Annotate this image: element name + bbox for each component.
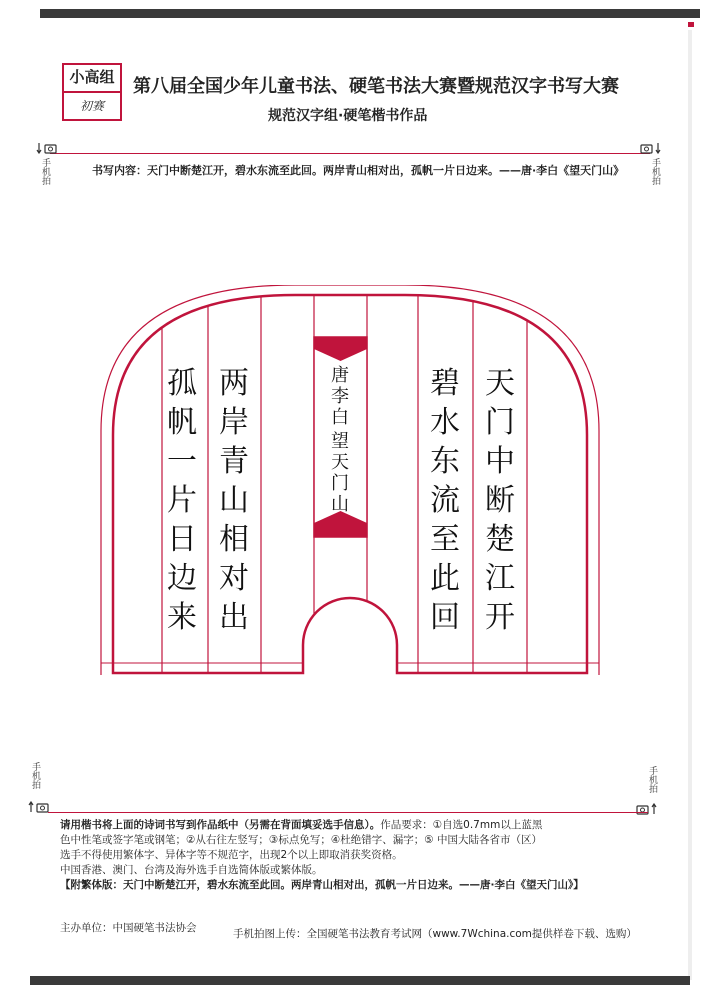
artwork-author-char: 唐	[331, 365, 349, 386]
calligraphy-artwork	[95, 285, 605, 675]
organizer-text: 主办单位：中国硬笔书法协会	[60, 922, 197, 934]
phone-shoot-label: 手机拍	[40, 158, 50, 185]
artwork-char: 碧	[430, 366, 460, 401]
group-label: 小高组	[69, 68, 115, 86]
artwork-author-char: 白	[331, 407, 349, 428]
phone-shoot-mark-bottom-left	[28, 762, 42, 792]
artwork-char: 帆	[167, 405, 197, 440]
artwork-char: 青	[219, 444, 249, 479]
phone-shoot-mark-top-left	[38, 158, 52, 188]
artwork-char: 楚	[485, 522, 515, 557]
page-subtitle: 规范汉字组·硬笔楷书作品	[268, 108, 428, 124]
page-title: 第八届全国少年儿童书法、硬笔书法大赛暨规范汉字书写大赛	[133, 76, 619, 97]
badge-divider	[64, 91, 120, 93]
artwork-char: 来	[167, 600, 197, 635]
artwork-author-char: 望	[331, 431, 349, 452]
phone-shoot-label: 手机拍	[30, 762, 40, 789]
artwork-char: 出	[219, 600, 249, 635]
artwork-author-char: 门	[331, 473, 349, 494]
artwork-author-char: 天	[331, 452, 349, 473]
group-badge	[62, 63, 122, 121]
top-red-mark	[688, 22, 694, 27]
artwork-char: 相	[219, 522, 249, 557]
artwork-char: 水	[430, 405, 460, 440]
traditional-version-line: 【附繁体版：天门中断楚江开，碧水东流至此回。两岸青山相对出，孤帆一片日边来。——唐·李白《望天门山》】	[60, 879, 584, 891]
artwork-char: 门	[485, 405, 515, 440]
writing-content-line: 书写内容：天门中断楚江开，碧水东流至此回。两岸青山相对出，孤帆一片日边来。——唐·李白《望天门山》	[92, 164, 625, 177]
artwork-char: 对	[219, 561, 249, 596]
artwork-author-char: 李	[331, 386, 349, 407]
artwork-char: 两	[219, 366, 249, 401]
phone-shoot-label: 手机拍	[650, 158, 660, 185]
camera-icon-top-left	[36, 139, 58, 151]
artwork-char: 东	[430, 444, 460, 479]
artwork-char: 江	[485, 561, 515, 596]
artwork-char: 片	[167, 483, 197, 518]
artwork-char: 岸	[219, 405, 249, 440]
camera-icon-top-right	[640, 139, 662, 151]
artwork-char: 天	[485, 366, 515, 401]
bottom-red-rule	[48, 812, 648, 813]
bottom-border-bar	[30, 976, 690, 985]
phone-shoot-mark-bottom-right	[645, 766, 659, 796]
artwork-char: 至	[430, 522, 460, 557]
top-red-rule	[50, 153, 650, 154]
artwork-char: 日	[167, 522, 197, 557]
phone-shoot-label: 手机拍	[647, 766, 657, 793]
instructions-line-4: 中国香港、澳门、台湾及海外选手自选简体版或繁体版。	[60, 864, 323, 876]
instructions-line-3: 选手不得使用繁体字、异体字等不规范字，出现2个以上即取消获奖资格。	[60, 849, 403, 861]
artwork-char: 孤	[167, 366, 197, 401]
instructions-requirements: 作品要求：①自选0.7mm以上蓝黑	[380, 819, 543, 831]
camera-icon-bottom-left	[28, 798, 50, 810]
artwork-char: 山	[219, 483, 249, 518]
instructions-line-2: 色中性笔或签字笔或钢笔；②从右往左竖写；③标点免写；④杜绝错字、漏字；⑤ 中国大陆各省市（区）	[60, 834, 542, 846]
stage-label: 初赛	[79, 99, 104, 113]
camera-icon-bottom-right	[636, 800, 658, 812]
top-border-bar	[40, 9, 700, 18]
instructions-block	[60, 818, 640, 893]
artwork-char: 流	[430, 483, 460, 518]
artwork-author-char: 山	[331, 494, 349, 515]
artwork-char: 一	[167, 444, 197, 479]
artwork-char: 边	[167, 561, 197, 596]
right-page-edge	[688, 30, 692, 980]
artwork-char: 开	[485, 600, 515, 635]
artwork-char: 断	[485, 483, 515, 518]
instructions-lead: 请用楷书将上面的诗词书写到作品纸中（另需在背面填妥选手信息）。	[60, 819, 381, 831]
artwork-char: 此	[430, 561, 460, 596]
artwork-char: 中	[485, 444, 515, 479]
upload-info-text: 手机拍图上传：全国硬笔书法教育考试网（www.7Wchina.com提供样卷下载、选购）	[233, 928, 637, 940]
artwork-char: 回	[430, 600, 460, 635]
instructions-line-1	[60, 818, 640, 833]
